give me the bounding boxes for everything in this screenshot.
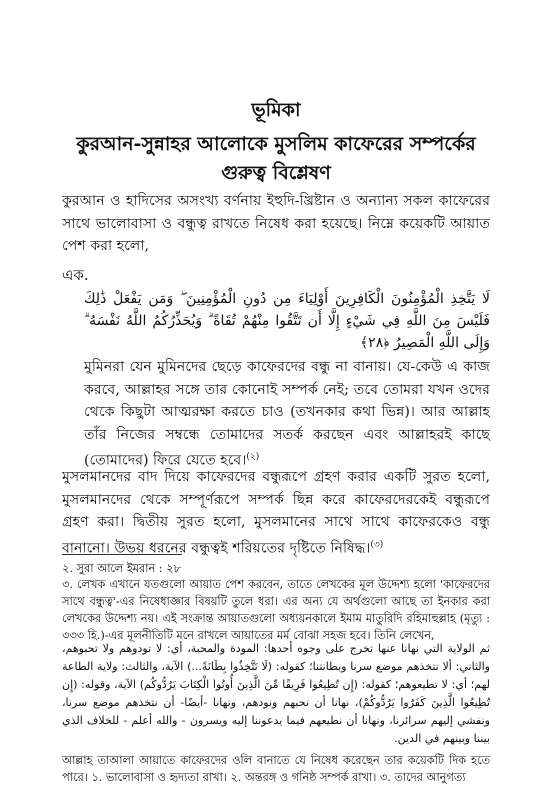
footnote-3: ৩. লেখক এখানে যতগুলো আয়াত পেশ করবেন, তাতে লেখকের মূল উদ্দেশ্য হলো 'কাফেরদের সাথে বন্ধুত্ব'-এর নিষেধাজ্ঞার বিষয়টি তুলে ধরা। এর অন্য যে অর্থগুলো আছে তা ইনকার করা লেখকের উদ্দেশ্য নয়। এই সংক্রান্ত আয়াতগুলো অধ্যয়নকালে ইমাম মাতুরিদি রহিমাহুল্লাহ (মৃত্যু : ৩৩৩ হি.)-এর মূলনীতিটি মনে রাখলে আয়াতের মর্ম বোঝা সহজ হবে। তিনি লেখেন, — [62, 578, 490, 642]
footnote-continuation: আল্লাহ তাআলা আয়াতে কাফেরদের ওলি বানাতে যে নিষেধ করেছেন তার কয়েকটি দিক হতে পারে। ১. ভালোবাসা ও হৃদ্যতা রাখা। ২. অন্তরঙ্গ ও গনিষ্ঠ সম্পর্ক রাখা। ৩. তাদের আনুগত্য — [62, 754, 490, 784]
intro-paragraph: কুরআন ও হাদিসের অসংখ্য বর্ণনায় ইহুদি-খ্রিষ্টান ও অন্যান্য সকল কাফেরের সাথে ভালোবাসা ও বন্ধুত্ব রাখতে নিষেধ করা হয়েছে। নিম্নে কয়েকটি আয়াত পেশ করা হলো, — [62, 193, 490, 254]
section-heading: ভূমিকা — [251, 99, 301, 121]
verse-translation — [84, 356, 490, 472]
main-paragraph — [62, 466, 490, 560]
section-label: এক. — [62, 266, 89, 284]
quran-verse-arabic: لَا يَتَّخِذِ الْمُؤْمِنُونَ الْكَافِرِينَ أَوْلِيَاءَ مِن دُونِ الْمُؤْمِنِينَ ۖ وَمَن يَفْعَلْ ذَٰلِكَ فَلَيْسَ مِنَ اللَّهِ فِي شَيْءٍ إِلَّا أَن تَتَّقُوا مِنْهُمْ تُقَاةً ۗ وَيُحَذِّرُكُمُ اللَّهُ نَفْسَهُ ۗ وَإِلَى اللَّهِ الْمَصِيرُ ﴿٢٨﴾ — [84, 291, 490, 351]
footnote-ref-2[interactable]: (২) — [246, 452, 260, 462]
verse-translation-text: মুমিনরা যেন মুমিনদের ছেড়ে কাফেরদের বন্ধু না বানায়। যে-কেউ এ কাজ করবে, আল্লাহর সঙ্গে তার কোনোই সম্পর্ক নেই; তবে তোমরা যখন ওদের থেকে কিছুটা আত্মরক্ষা করতে চাও (তখনকার কথা ভিন্ন)। আর আল্লাহ তাঁর নিজের সম্বন্ধে তোমাদের সতর্ক করছেন এবং আল্লাহরই কাছে (তোমাদের) ফিরে যেতে হবে। — [84, 359, 490, 469]
footnote-divider — [62, 554, 182, 555]
footnote-arabic-quote: ثم الولاية التي نهانا عنها تخرج على وجوه أحدها: المودة والمحبة، أي: لا تودوهم ولا تحبوهم، والثاني: ألا نتخذهم موضع سرنا وبطانتنا؛ كقوله: (لَا تَتَّخِذُوا بِطَانَةً...) الآية، والثالث: ولاية الطاعة لهم؛ أي: لا تطيعوهم؛ كقوله: (إِن تُطِيعُوا فَرِيقًا مِّنَ الَّذِينَ أُوتُوا الْكِتَابَ يَرُدُّوكُم) الآية، وقوله: (إِن تُطِيعُوا الَّذِينَ كَفَرُوا يَرُدُّوكُمْ)، نهانا أن نحبهم ونودهم، ونهانا -أيضًا- أن نتخذهم موضع سرنا، ونفشي إليهم سرائرنا، ونهانا أن نطيعهم فيما يدعوننا إليه ويسرون - والله أعلم - للخلاف الذي بيننا وبينهم في الدين. — [62, 642, 490, 745]
footnote-ref-3[interactable]: (৩) — [370, 539, 384, 550]
chapter-title: কুরআন-সুন্নাহর আলোকে মুসলিম কাফেরের সম্পর্কের গুরুত্ব বিশ্লেষণ — [76, 133, 476, 184]
main-paragraph-text: মুসলমানদের বাদ দিয়ে কাফেরদের বন্ধুরূপে গ্রহণ করার একটি সুরত হলো, মুসলমানদের থেকে সম্পূর্ণরূপে সম্পর্ক ছিন্ন করে কাফেরদেরকেই বন্ধুরূপে গ্রহণ করা। দ্বিতীয় সুরত হলো, মুসলমানের সাথে সাথে কাফেরকেও বন্ধু বানানো। উভয় ধরনের বন্ধুত্বই শরিয়তের দৃষ্টিতে নিষিদ্ধ। — [62, 469, 490, 557]
footnote-2: ২. সুরা আলে ইমরান : ২৮ — [62, 562, 181, 575]
